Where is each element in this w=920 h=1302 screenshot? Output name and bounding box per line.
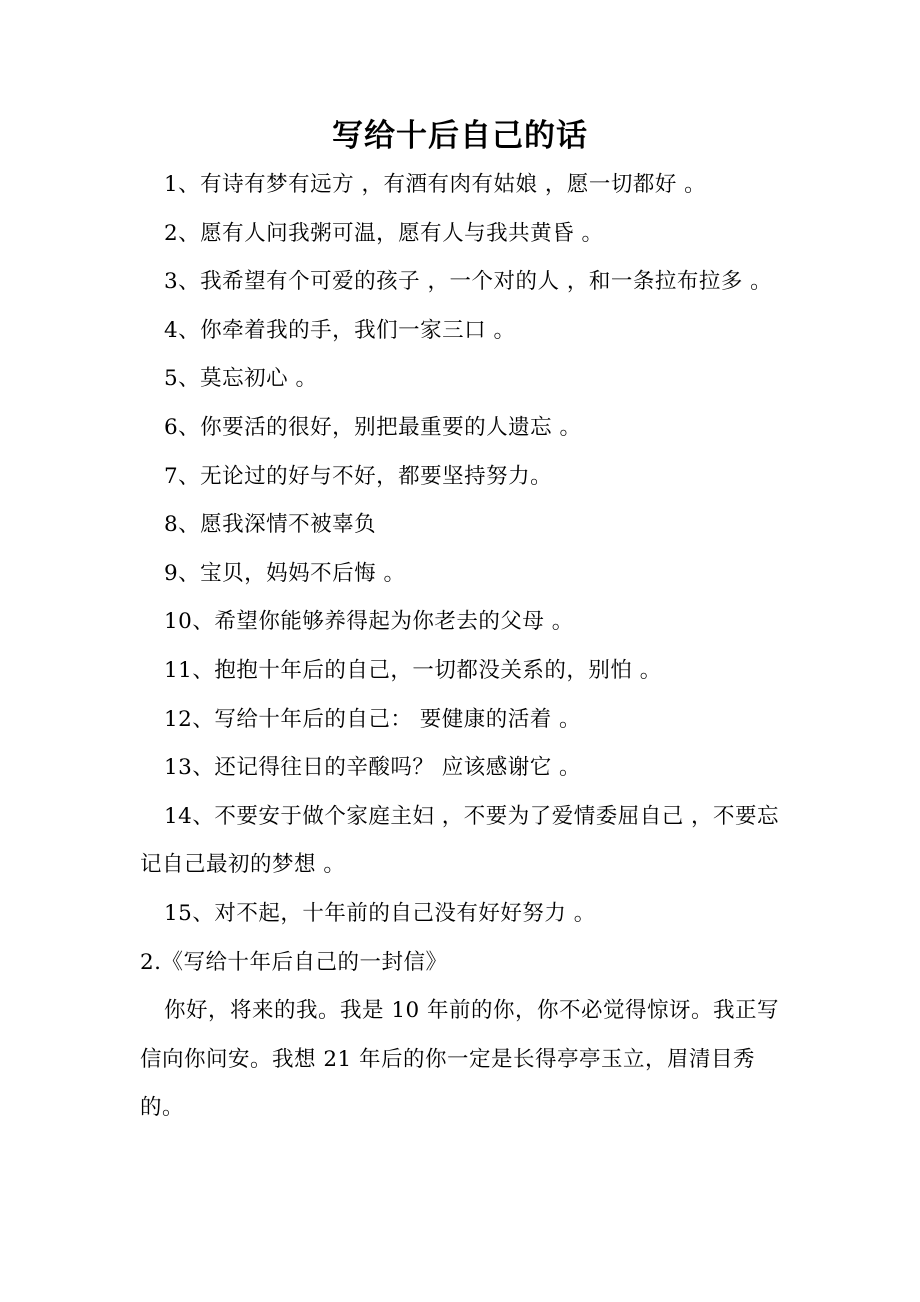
list-item: 2、愿有人问我粥可温，愿有人与我共黄昏 。 [164,220,604,246]
list-item: 15、对不起，十年前的自己没有好好努力 。 [164,900,596,926]
list-item: 4、你牵着我的手，我们一家三口 。 [164,317,516,343]
document-title: 写给十后自己的话 [332,118,588,154]
list-item: 3、我希望有个可爱的孩子 ，一个对的人 ，和一条拉布拉多 。 [164,269,773,295]
list-item: 7、无论过的好与不好，都要坚持努力。 [164,463,553,489]
list-item: 10、希望你能够养得起为你老去的父母 。 [164,609,574,635]
list-item: 12、写给十年后的自己： 要健康的活着 。 [164,706,582,732]
list-item: 8、愿我深情不被辜负 [164,512,377,538]
letter-paragraph: 你好，将来的我。我是 10 年前的你，你不必觉得惊讶。我正写信向你问安。我想 21 年后的你一定是长得亭亭玉立，眉清目秀的。 [140,998,780,1121]
document-body [140,161,780,1133]
section-heading: 2.《写给十年后自己的一封信》 [140,949,448,975]
list-item: 11、抱抱十年后的自己，一切都没关系的，别怕 。 [164,657,662,683]
list-item: 1、有诗有梦有远方 ，有酒有肉有姑娘 ，愿一切都好 。 [164,172,707,197]
list-item: 13、还记得往日的辛酸吗？ 应该感谢它 。 [164,755,582,781]
list-item: 5、莫忘初心 。 [164,366,318,392]
list-item: 6、你要活的很好，别把最重要的人遗忘 。 [164,414,582,440]
list-item: 14、不要安于做个家庭主妇 ，不要为了爱情委屈自己 ，不要忘记自己最初的梦想 。 [140,803,780,878]
list-item: 9、宝贝，妈妈不后悔 。 [164,560,406,586]
